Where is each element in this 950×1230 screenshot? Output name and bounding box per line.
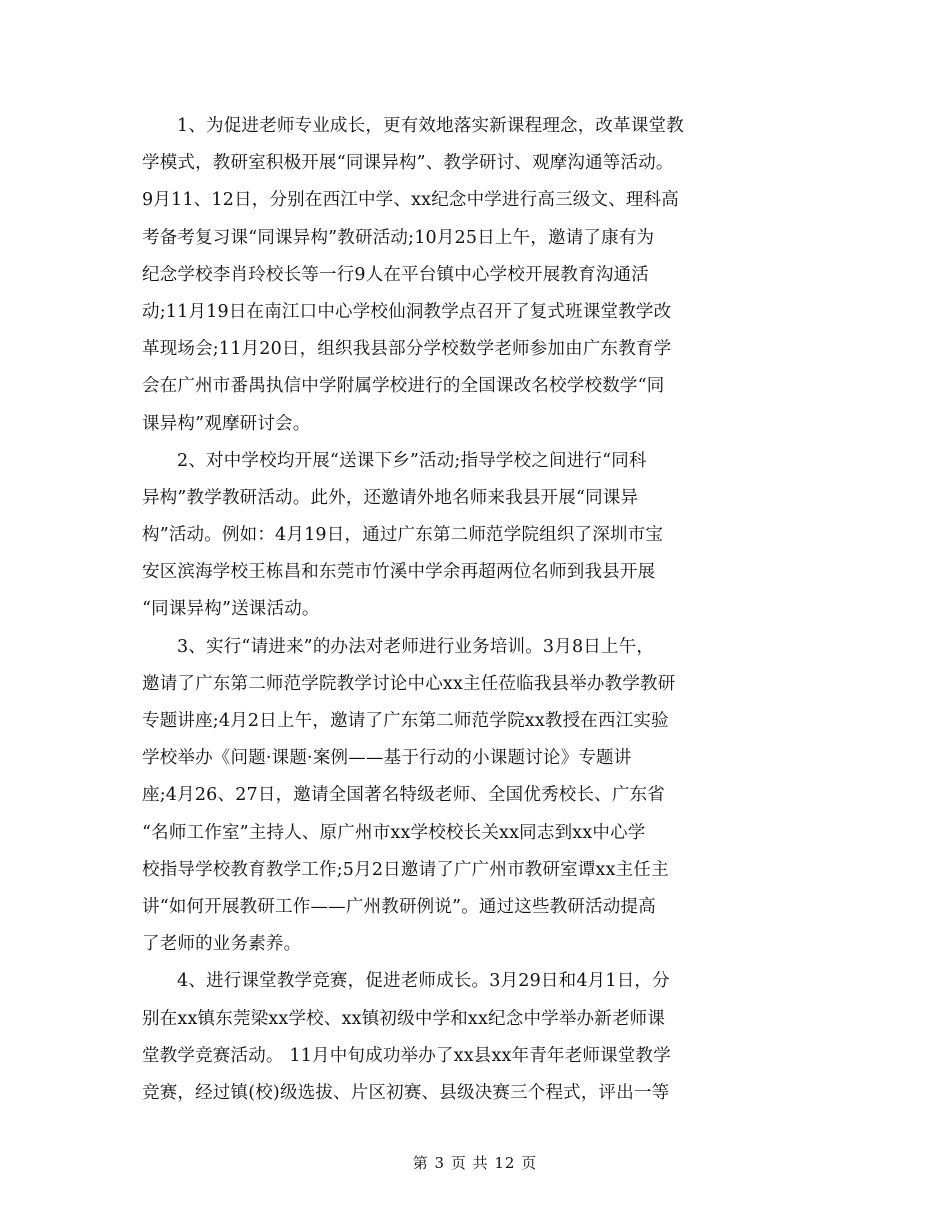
text-line: 考备考复习课“同课异构”教研活动;10月25日上午，邀请了康有为	[142, 227, 655, 248]
paragraph-1	[142, 108, 802, 443]
text-line: 9月11、12日，分别在西江中学、xx纪念中学进行高三级文、理科高	[142, 190, 680, 211]
text-line: 4、进行课堂教学竞赛，促进老师成长。3月29日和4月1日，分	[177, 971, 670, 992]
body-text	[142, 108, 802, 1112]
text-line: 学校举办《问题·课题·案例——基于行动的小课题讨论》专题讲	[142, 748, 632, 769]
paragraph-2	[142, 443, 802, 629]
text-line: 动;11月19日在南江口中心学校仙洞教学点召开了复式班课堂教学改	[142, 301, 672, 322]
text-line: 座;4月26、27日，邀请全国著名特级老师、全国优秀校长、广东省	[142, 785, 665, 806]
text-line: 会在广州市番禺执信中学附属学校进行的全国课改名校学校数学“同	[142, 376, 665, 397]
text-line: 1、为促进老师专业成长，更有效地落实新课程理念，改革课堂教	[177, 116, 684, 136]
text-line: 学模式，教研室积极开展“同课异构”、教学研讨、观摩沟通等活动。	[142, 153, 674, 174]
text-line: 2、对中学校均开展“送课下乡”活动;指导学校之间进行“同科	[177, 450, 647, 471]
text-line: 了老师的业务素养。	[142, 934, 302, 955]
text-line: “名师工作室”主持人、原广州市xx学校校长关xx同志到xx中心学	[142, 822, 646, 843]
text-line: 革现场会;11月20日，组织我县部分学校数学老师参加由广东教育学	[142, 339, 672, 360]
paragraph-4	[142, 963, 802, 1112]
text-line: “同课异构”送课活动。	[142, 599, 320, 620]
text-line: 专题讲座;4月2日上午，邀请了广东第二师范学院xx教授在西江实验	[142, 711, 669, 731]
text-line: 异构”教学教研活动。此外，还邀请外地名师来我县开展“同课异	[142, 487, 639, 508]
text-line: 构”活动。例如：4月19日，通过广东第二师范学院组织了深圳市宝	[142, 525, 664, 546]
text-line: 邀请了广东第二师范学院教学讨论中心xx主任莅临我县举办教学教研	[142, 673, 676, 694]
text-line: 3、实行“请进来”的办法对老师进行业务培训。3月8日上午，	[177, 636, 655, 657]
text-line: 课异构”观摩研讨会。	[142, 413, 311, 434]
text-line: 讲“如何开展教研工作——广州教研例说”。通过这些教研活动提高	[142, 896, 656, 917]
text-line: 校指导学校教育教学工作;5月2日邀请了广广州市教研室谭xx主任主	[142, 859, 669, 880]
paragraph-3	[142, 629, 802, 964]
text-line: 别在xx镇东莞梁xx学校、xx镇初级中学和xx纪念中学举办新老师课	[142, 1008, 666, 1029]
page-number-footer: 第 3 页 共 12 页	[412, 1154, 538, 1172]
text-line: 竞赛，经过镇(校)级选拔、片区初赛、县级决赛三个程式，评出一等	[142, 1082, 670, 1103]
text-line: 纪念学校李肖玲校长等一行9人在平台镇中心学校开展教育沟通活	[142, 264, 649, 285]
text-line: 安区滨海学校王栋昌和东莞市竹溪中学余再超两位名师到我县开展	[142, 562, 656, 583]
text-line: 堂教学竞赛活动。 11月中旬成功举办了xx县xx年青年老师课堂教学	[142, 1045, 671, 1066]
